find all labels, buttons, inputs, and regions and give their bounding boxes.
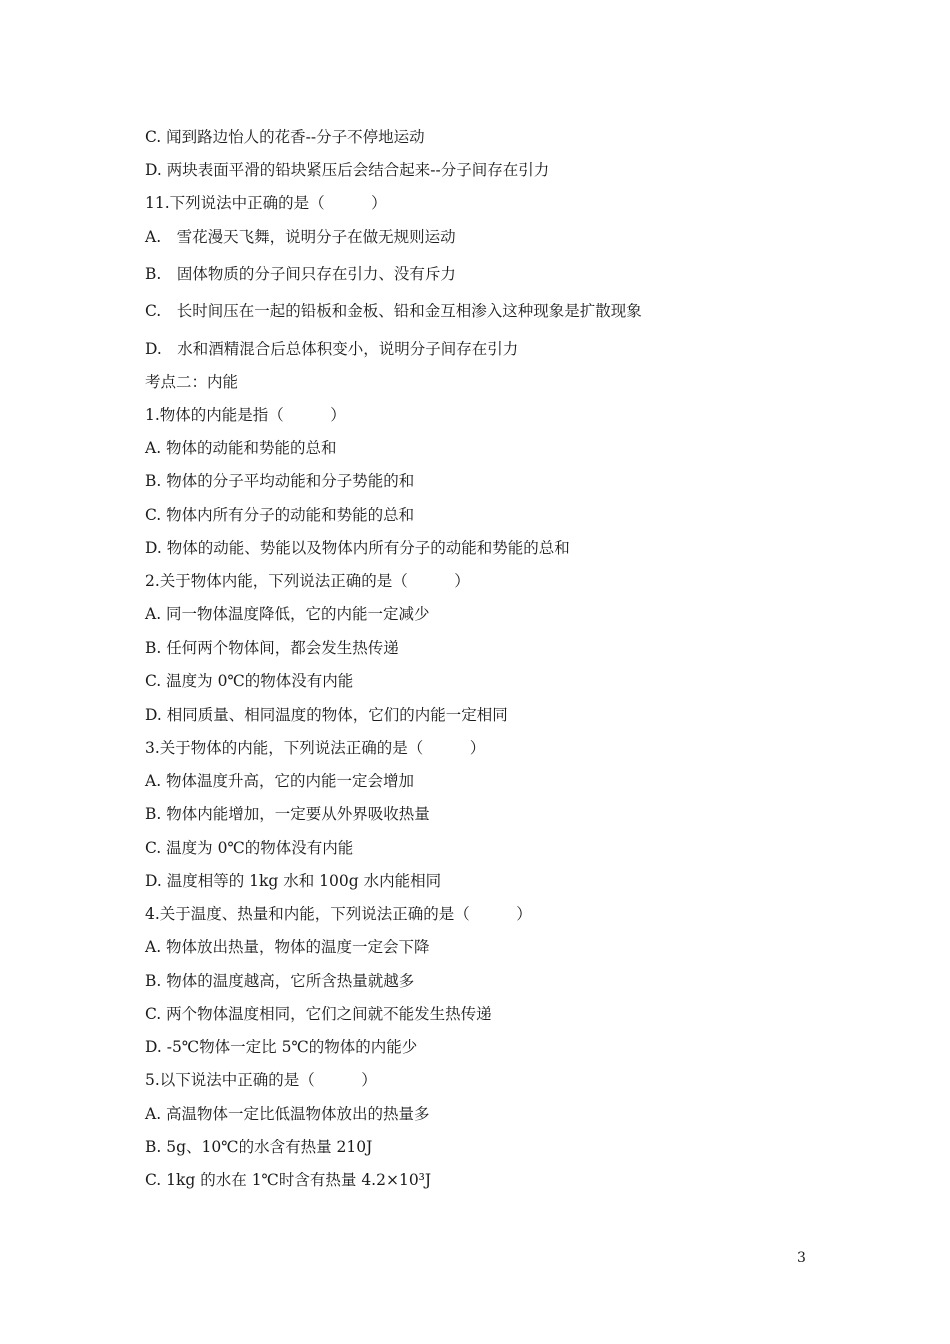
option-line: D. 温度相等的 1kg 水和 100g 水内能相同: [145, 872, 442, 890]
option-line: D. 水和酒精混合后总体积变小，说明分子间存在引力: [145, 340, 519, 358]
question-title: 11.下列说法中正确的是（ ）: [145, 194, 387, 212]
option-line: B. 任何两个物体间，都会发生热传递: [145, 639, 399, 657]
text-line: C. 闻到路边怡人的花香--分子不停地运动: [145, 128, 425, 146]
option-line: B. 物体的分子平均动能和分子势能的和: [145, 472, 415, 490]
question-title: 4.关于温度、热量和内能，下列说法正确的是（ ）: [145, 905, 532, 923]
option-line: A. 物体放出热量，物体的温度一定会下降: [145, 938, 430, 956]
question-title: 5.以下说法中正确的是（ ）: [145, 1071, 377, 1089]
option-line: C. 两个物体温度相同，它们之间就不能发生热传递: [145, 1005, 492, 1023]
option-line: A. 雪花漫天飞舞，说明分子在做无规则运动: [145, 228, 456, 246]
option-line: C. 温度为 0℃的物体没有内能: [145, 839, 354, 857]
option-line: D. -5℃物体一定比 5℃的物体的内能少: [145, 1038, 418, 1056]
option-line: C. 物体内所有分子的动能和势能的总和: [145, 506, 415, 524]
question-title: 1.物体的内能是指（ ）: [145, 406, 346, 424]
option-line: C. 1kg 的水在 1℃时含有热量 4.2×10³J: [145, 1171, 432, 1189]
option-line: A. 同一物体温度降低，它的内能一定减少: [145, 605, 430, 623]
option-line: D. 物体的动能、势能以及物体内所有分子的动能和势能的总和: [145, 539, 570, 557]
option-line: B. 5g、10℃的水含有热量 210J: [145, 1138, 373, 1156]
question-title: 3.关于物体的内能，下列说法正确的是（ ）: [145, 739, 486, 757]
option-line: D. 相同质量、相同温度的物体，它们的内能一定相同: [145, 706, 508, 724]
option-line: B. 物体的温度越高，它所含热量就越多: [145, 972, 415, 990]
question-title: 2.关于物体内能，下列说法正确的是（ ）: [145, 572, 470, 590]
option-line: B. 固体物质的分子间只存在引力、没有斥力: [145, 265, 456, 283]
option-line: B. 物体内能增加，一定要从外界吸收热量: [145, 805, 430, 823]
text-line: D. 两块表面平滑的铅块紧压后会结合起来--分子间存在引力: [145, 161, 550, 179]
option-line: A. 高温物体一定比低温物体放出的热量多: [145, 1105, 430, 1123]
option-line: A. 物体的动能和势能的总和: [145, 439, 337, 457]
section-heading: 考点二：内能: [145, 373, 239, 391]
option-line: C. 长时间压在一起的铅板和金板、铅和金互相渗入这种现象是扩散现象: [145, 302, 642, 320]
option-line: A. 物体温度升高，它的内能一定会增加: [145, 772, 415, 790]
option-line: C. 温度为 0℃的物体没有内能: [145, 672, 354, 690]
page-number: 3: [797, 1250, 806, 1266]
